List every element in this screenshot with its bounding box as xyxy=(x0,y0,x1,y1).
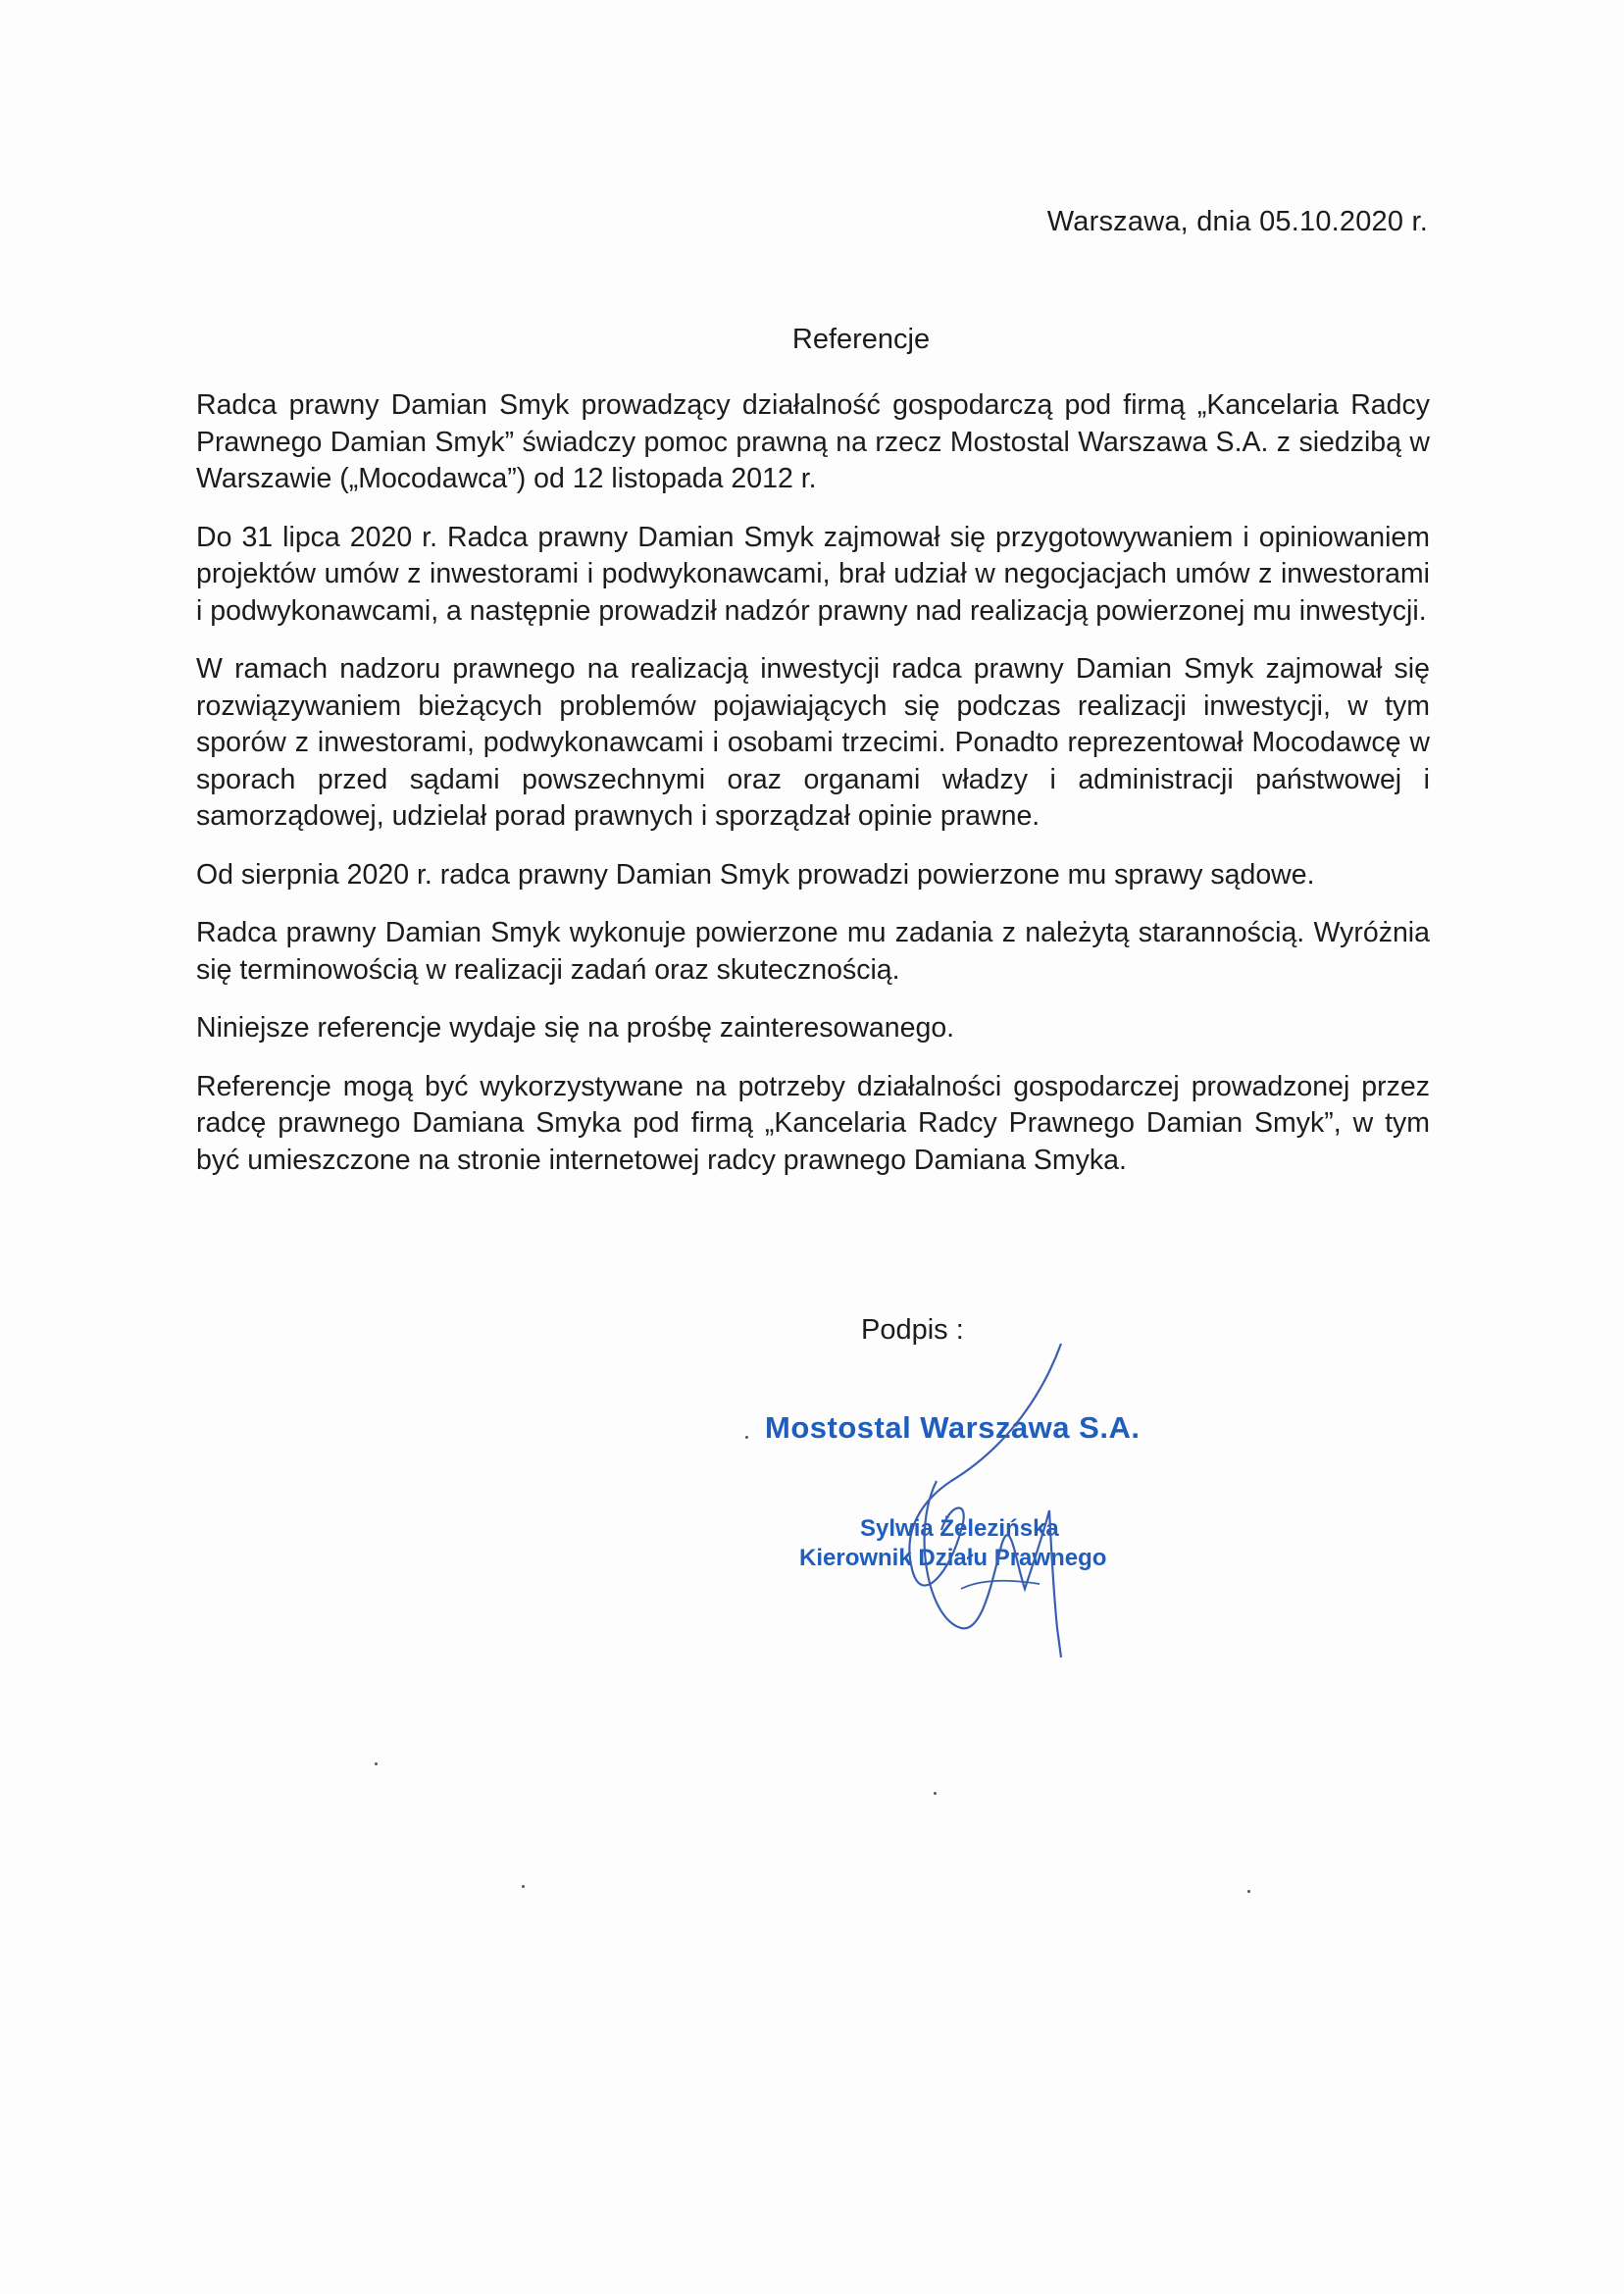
handwritten-signature xyxy=(843,1334,1098,1667)
date-line: Warszawa, dnia 05.10.2020 r. xyxy=(1046,206,1428,237)
scan-speck xyxy=(375,1762,378,1765)
letter-body xyxy=(196,387,1430,1200)
paragraph-request: Niniejsze referencje wydaje się na prośbę zainteresowanego. xyxy=(196,1012,955,1044)
paragraph-intro: Radca prawny Damian Smyk prowadzący działalność gospodarczą pod firmą „Kancelaria Radcy Prawnego Damian Smyk” świadczy pomoc prawną na rzecz Mostostal Warszawa S.A. z siedzibą w Warszawie („Mocodawca”) od 12 listopada 2012 r. xyxy=(196,389,1430,494)
paragraph-supervision: W ramach nadzoru prawnego na realizacją inwestycji radca prawny Damian Smyk zajmował się rozwiązywaniem bieżących problemów pojawiających się podczas realizacji inwestycji, w tym sporów z inwestorami, podwykonawcami i osobami trzecimi. Ponadto reprezentował Mocodawcę w sporach przed sądami powszechnymi oraz organami władzy i administracji państwowej i samorządowej, udzielał porad prawnych i sporządzał opinie prawne. xyxy=(196,653,1430,832)
scan-speck xyxy=(1247,1890,1250,1893)
paragraph-assessment: Radca prawny Damian Smyk wykonuje powierzone mu zadania z należytą starannością. Wyróżnia się terminowością w realizacji zadań oraz skutecznością. xyxy=(196,917,1430,986)
stamp-signatory-role: Kierownik Działu Prawnego xyxy=(799,1545,1107,1571)
signature-label: Podpis : xyxy=(861,1314,964,1346)
scan-speck xyxy=(934,1792,937,1795)
stamp-signatory-name: Sylwia Żelezińska xyxy=(860,1515,1059,1542)
paragraph-court-cases: Od sierpnia 2020 r. radca prawny Damian Smyk prowadzi powierzone mu sprawy sądowe. xyxy=(196,858,1315,891)
scan-speck xyxy=(522,1885,525,1888)
scan-speck xyxy=(745,1436,748,1439)
paragraph-usage: Referencje mogą być wykorzystywane na potrzeby działalności gospodarczej prowadzonej przez radcę prawnego Damiana Smyka pod firmą „Kancelaria Radcy Prawnego Damian Smyk”, w tym być umieszczone na stronie internetowej radcy prawnego Damiana Smyka. xyxy=(196,1070,1430,1176)
document-title: Referencje xyxy=(791,324,931,355)
paragraph-duties: Do 31 lipca 2020 r. Radca prawny Damian Smyk zajmował się przygotowywaniem i opiniowaniem projektów umów z inwestorami i podwykonawcami, brał udział w negocjacjach umów z inwestorami i podwykonawcami, a następnie prowadził nadzór prawny nad realizacją powierzonej mu inwestycji. xyxy=(196,521,1430,627)
stamp-company: Mostostal Warszawa S.A. xyxy=(765,1410,1141,1445)
